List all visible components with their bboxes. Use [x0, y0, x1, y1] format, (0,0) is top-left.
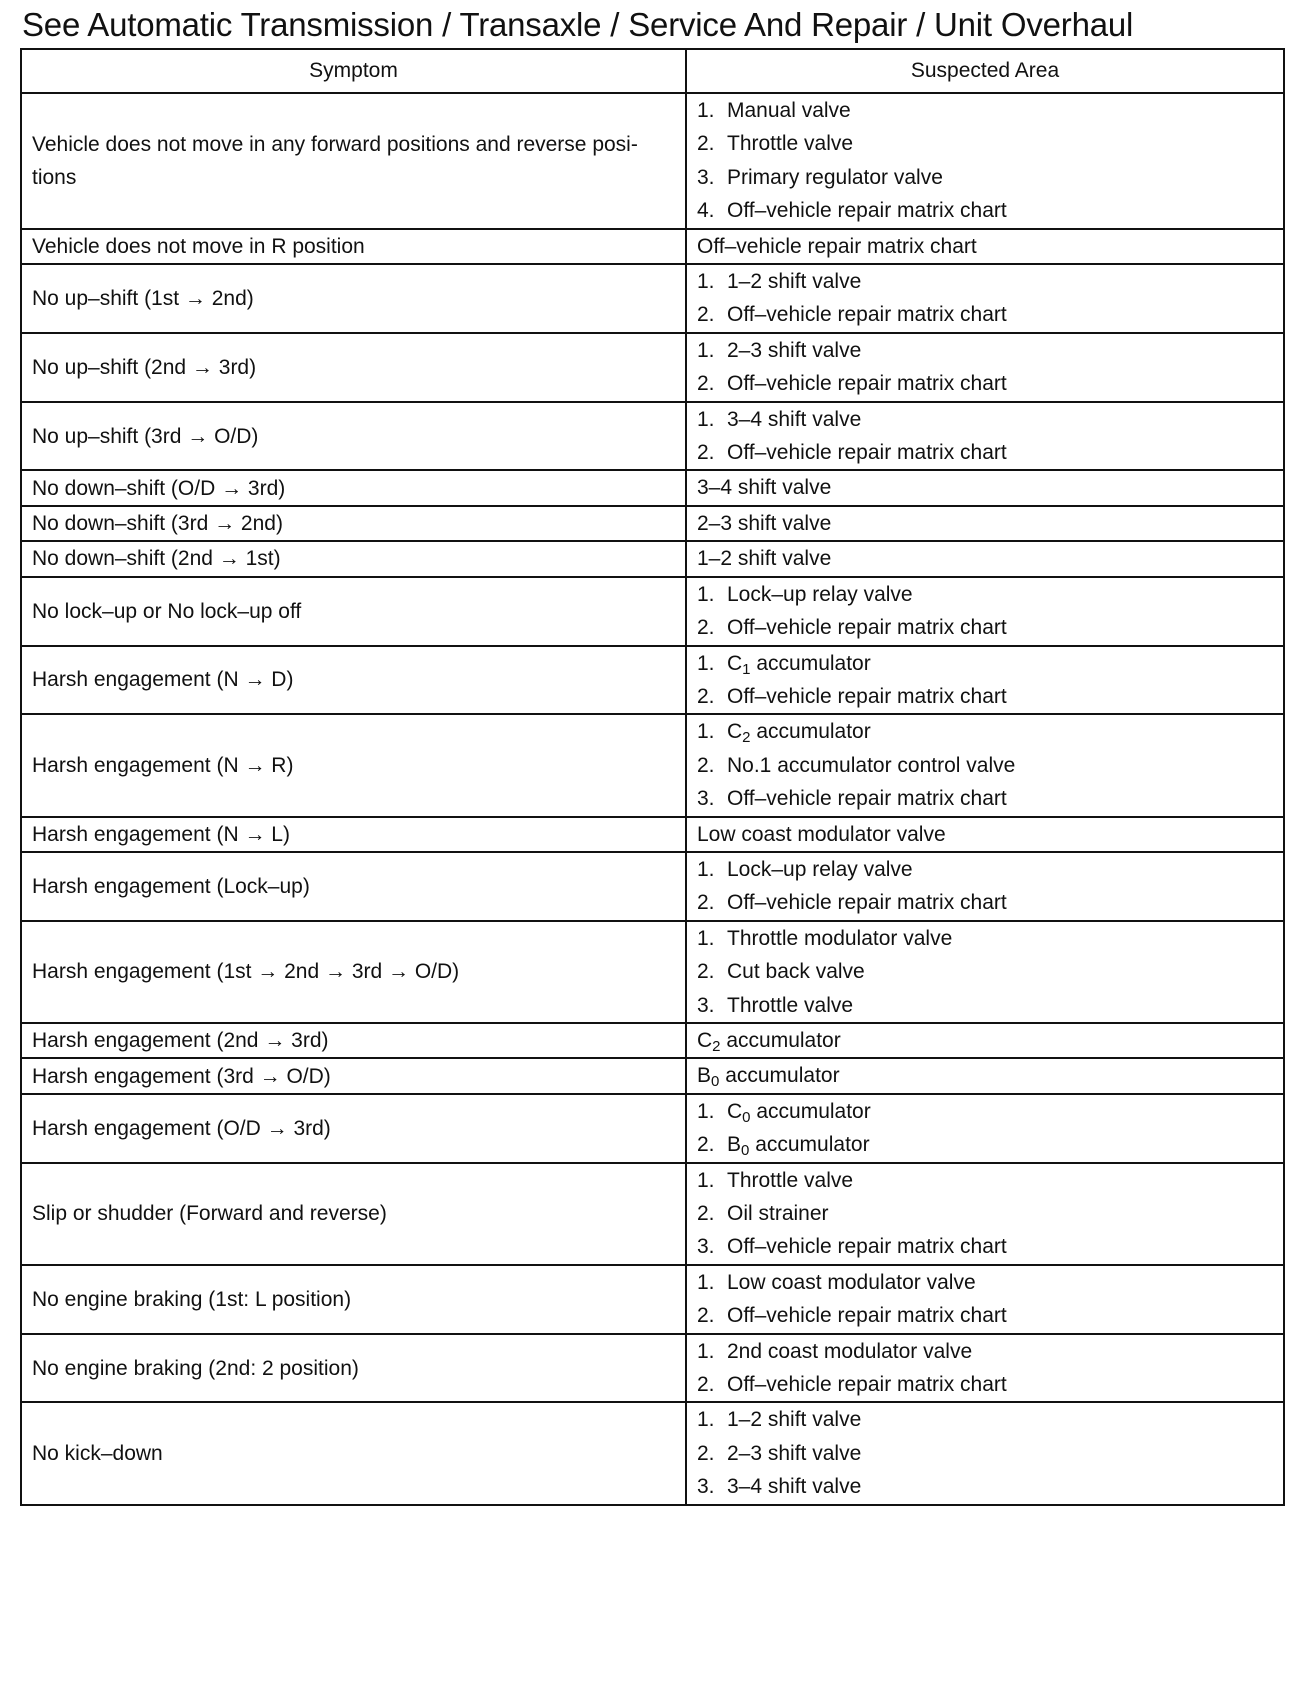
- symptom-cell: Harsh engagement (N → L): [21, 817, 686, 852]
- suspected-area-item: [697, 647, 1273, 680]
- suspected-area-cell: [686, 1163, 1284, 1265]
- item-number: 3.: [697, 165, 715, 189]
- table-row: [21, 1265, 1284, 1334]
- item-number: 1.: [697, 338, 715, 362]
- table-row: [21, 646, 1284, 715]
- item-number: 2.: [697, 1202, 715, 1225]
- table-row: [21, 333, 1284, 402]
- suspected-area-item: [697, 680, 1273, 713]
- item-number: 1.: [697, 1270, 715, 1294]
- table-row: [21, 506, 1284, 541]
- item-text: Off–vehicle repair matrix chart: [727, 199, 1007, 223]
- item-number: 1.: [697, 582, 715, 606]
- table-row: [21, 402, 1284, 471]
- table-row: [21, 470, 1284, 505]
- item-text: Low coast modulator valve: [697, 822, 946, 846]
- symptom-table: [20, 48, 1285, 1506]
- suspected-area-item: [697, 1470, 1273, 1503]
- suspected-area-item: [697, 194, 1273, 227]
- suspected-area-item: [697, 611, 1273, 644]
- item-text: Oil strainer: [727, 1202, 829, 1225]
- suspected-area-cell: [686, 541, 1284, 576]
- suspected-area-item: [697, 471, 1273, 504]
- item-text: Off–vehicle repair matrix chart: [727, 1235, 1007, 1259]
- item-number: 2.: [697, 753, 715, 777]
- suspected-area-cell: [686, 264, 1284, 333]
- table-header-row: [21, 49, 1284, 93]
- item-text: Throttle valve: [727, 993, 854, 1017]
- suspected-area-cell: [686, 93, 1284, 229]
- table-row: [21, 577, 1284, 646]
- item-number: 2.: [697, 891, 715, 915]
- suspected-area-item: [697, 1024, 1273, 1057]
- item-number: 1.: [697, 407, 715, 431]
- item-number: 1.: [697, 1408, 715, 1432]
- symptom-cell: Harsh engagement (N → D): [21, 646, 686, 715]
- item-number: 1.: [697, 651, 715, 675]
- suspected-area-item: [697, 886, 1273, 919]
- suspected-area-item: [697, 298, 1273, 331]
- symptom-cell: Harsh engagement (Lock–up): [21, 852, 686, 921]
- column-header-symptom: Symptom: [21, 49, 686, 93]
- suspected-area-item: [697, 367, 1273, 400]
- symptom-cell: No down–shift (O/D → 3rd): [21, 470, 686, 505]
- suspected-area-item: [697, 1095, 1273, 1128]
- suspected-area-item: [697, 265, 1273, 298]
- suspected-area-cell: [686, 1265, 1284, 1334]
- symptom-cell: Harsh engagement (N → R): [21, 714, 686, 816]
- item-text: Lock–up relay valve: [727, 582, 913, 606]
- table-row: [21, 714, 1284, 816]
- item-text: Off–vehicle repair matrix chart: [727, 616, 1007, 640]
- item-text: Off–vehicle repair matrix chart: [727, 684, 1007, 708]
- item-number: 1.: [697, 99, 715, 122]
- table-row: [21, 1094, 1284, 1163]
- item-number: 3.: [697, 1475, 715, 1499]
- suspected-area-item: [697, 507, 1273, 540]
- symptom-cell: No engine braking (1st: L position): [21, 1265, 686, 1334]
- symptom-cell: No down–shift (3rd → 2nd): [21, 506, 686, 541]
- suspected-area-item: [697, 436, 1273, 469]
- item-text: Off–vehicle repair matrix chart: [727, 1304, 1007, 1328]
- item-text: Manual valve: [727, 99, 851, 122]
- suspected-area-item: [697, 1128, 1273, 1161]
- item-text: 3–4 shift valve: [697, 476, 832, 500]
- suspected-area-item: [697, 1164, 1273, 1197]
- table-row: [21, 229, 1284, 264]
- suspected-area-item: [697, 1437, 1273, 1470]
- suspected-area-item: [697, 403, 1273, 436]
- item-text: 2nd coast modulator valve: [727, 1339, 973, 1363]
- item-number: 2.: [697, 132, 715, 156]
- item-text: $C_2$ accumulator: [697, 1028, 841, 1055]
- item-text: Off–vehicle repair matrix chart: [727, 372, 1007, 396]
- item-number: 2.: [697, 1304, 715, 1328]
- suspected-area-item: [697, 1266, 1273, 1299]
- suspected-area-item: [697, 1059, 1273, 1092]
- suspected-area-cell: [686, 577, 1284, 646]
- suspected-area-cell: [686, 1334, 1284, 1403]
- symptom-cell: No up–shift (3rd → O/D): [21, 402, 686, 471]
- table-row: [21, 1402, 1284, 1504]
- item-text: $B_0$ accumulator: [697, 1064, 840, 1091]
- item-text: Throttle valve: [727, 132, 854, 156]
- suspected-area-cell: [686, 1023, 1284, 1058]
- suspected-area-cell: [686, 506, 1284, 541]
- item-text: $C_0$ accumulator: [727, 1099, 871, 1126]
- suspected-area-cell: [686, 402, 1284, 471]
- item-text: 2–3 shift valve: [727, 338, 862, 362]
- column-header-suspected-area: Suspected Area: [686, 49, 1284, 93]
- suspected-area-cell: [686, 1058, 1284, 1093]
- item-text: 3–4 shift valve: [727, 1475, 862, 1499]
- symptom-cell: Harsh engagement (1st → 2nd → 3rd → O/D): [21, 921, 686, 1023]
- item-text: 1–2 shift valve: [727, 1408, 862, 1432]
- item-number: 2.: [697, 960, 715, 984]
- item-text: Off–vehicle repair matrix chart: [727, 303, 1007, 327]
- suspected-area-cell: [686, 470, 1284, 505]
- suspected-area-cell: [686, 646, 1284, 715]
- item-number: 1.: [697, 720, 715, 744]
- table-body: [21, 93, 1284, 1505]
- table-row: [21, 1058, 1284, 1093]
- suspected-area-item: [697, 955, 1273, 988]
- item-number: 3.: [697, 993, 715, 1017]
- item-number: 2.: [697, 372, 715, 396]
- item-text: Low coast modulator valve: [727, 1270, 976, 1294]
- item-text: 1–2 shift valve: [697, 547, 832, 571]
- suspected-area-item: [697, 161, 1273, 194]
- symptom-cell: No up–shift (2nd → 3rd): [21, 333, 686, 402]
- item-number: 1.: [697, 1168, 715, 1192]
- suspected-area-item: [697, 818, 1273, 851]
- suspected-area-item: [697, 853, 1273, 886]
- item-text: $C_2$ accumulator: [727, 720, 871, 747]
- suspected-area-item: [697, 230, 1273, 263]
- table-row: [21, 1023, 1284, 1058]
- table-row: [21, 1334, 1284, 1403]
- suspected-area-cell: [686, 333, 1284, 402]
- suspected-area-item: [697, 1230, 1273, 1263]
- item-text: 2–3 shift valve: [727, 1441, 862, 1465]
- table-row: [21, 817, 1284, 852]
- suspected-area-item: [697, 1368, 1273, 1401]
- suspected-area-item: [697, 1403, 1273, 1436]
- symptom-cell: Harsh engagement (3rd → O/D): [21, 1058, 686, 1093]
- table-row: [21, 921, 1284, 1023]
- page-title: See Automatic Transmission / Transaxle / Service And Repair / Unit Overhaul: [22, 6, 1134, 43]
- item-number: 1.: [697, 1099, 715, 1123]
- item-number: 2.: [697, 1373, 715, 1397]
- suspected-area-item: [697, 1299, 1273, 1332]
- item-number: 1.: [697, 1339, 715, 1363]
- suspected-area-item: [697, 989, 1273, 1022]
- suspected-area-item: [697, 715, 1273, 748]
- item-number: 2.: [697, 616, 715, 640]
- item-number: 2.: [697, 441, 715, 465]
- symptom-cell: No kick–down: [21, 1402, 686, 1504]
- symptom-cell: No lock–up or No lock–up off: [21, 577, 686, 646]
- table-row: [21, 93, 1284, 229]
- item-text: Off–vehicle repair matrix chart: [697, 234, 977, 258]
- symptom-cell: No engine braking (2nd: 2 position): [21, 1334, 686, 1403]
- suspected-area-item: [697, 127, 1273, 160]
- symptom-cell: Slip or shudder (Forward and reverse): [21, 1163, 686, 1265]
- suspected-area-item: [697, 542, 1273, 575]
- suspected-area-item: [697, 334, 1273, 367]
- suspected-area-item: [697, 94, 1273, 127]
- table-row: [21, 1163, 1284, 1265]
- item-number: 3.: [697, 1235, 715, 1259]
- symptom-cell: Harsh engagement (O/D → 3rd): [21, 1094, 686, 1163]
- item-text: 1–2 shift valve: [727, 270, 862, 294]
- symptom-cell: Vehicle does not move in any forward positions and reverse posi- tions: [21, 93, 686, 229]
- item-text: No.1 accumulator control valve: [727, 753, 1016, 777]
- item-number: 4.: [697, 199, 715, 223]
- item-number: 1.: [697, 926, 715, 950]
- item-text: 3–4 shift valve: [727, 407, 862, 431]
- suspected-area-cell: [686, 714, 1284, 816]
- item-number: 1.: [697, 270, 715, 294]
- item-text: Off–vehicle repair matrix chart: [727, 441, 1007, 465]
- item-text: $C_1$ accumulator: [727, 651, 871, 678]
- table-row: [21, 541, 1284, 576]
- suspected-area-item: [697, 578, 1273, 611]
- suspected-area-item: [697, 1335, 1273, 1368]
- item-text: Cut back valve: [727, 960, 865, 984]
- item-text: Lock–up relay valve: [727, 857, 913, 881]
- suspected-area-cell: [686, 921, 1284, 1023]
- symptom-cell: Vehicle does not move in R position: [21, 229, 686, 264]
- item-number: 2.: [697, 1441, 715, 1465]
- item-number: 2.: [697, 1133, 715, 1157]
- item-text: $B_0$ accumulator: [727, 1133, 870, 1160]
- item-text: Throttle modulator valve: [727, 926, 953, 950]
- suspected-area-cell: [686, 817, 1284, 852]
- item-number: 2.: [697, 684, 715, 708]
- item-number: 3.: [697, 787, 715, 811]
- item-text: Off–vehicle repair matrix chart: [727, 1373, 1007, 1397]
- suspected-area-item: [697, 922, 1273, 955]
- symptom-cell: No down–shift (2nd → 1st): [21, 541, 686, 576]
- item-text: Throttle valve: [727, 1168, 854, 1192]
- suspected-area-cell: [686, 229, 1284, 264]
- suspected-area-item: [697, 782, 1273, 815]
- symptom-cell: Harsh engagement (2nd → 3rd): [21, 1023, 686, 1058]
- table-row: [21, 852, 1284, 921]
- suspected-area-cell: [686, 852, 1284, 921]
- suspected-area-item: [697, 1197, 1273, 1230]
- symptom-cell: No up–shift (1st → 2nd): [21, 264, 686, 333]
- item-number: 1.: [697, 857, 715, 881]
- item-text: 2–3 shift valve: [697, 511, 832, 535]
- suspected-area-cell: [686, 1094, 1284, 1163]
- item-text: Off–vehicle repair matrix chart: [727, 787, 1007, 811]
- suspected-area-cell: [686, 1402, 1284, 1504]
- item-number: 2.: [697, 303, 715, 327]
- item-text: Off–vehicle repair matrix chart: [727, 891, 1007, 915]
- table-row: [21, 264, 1284, 333]
- item-text: Primary regulator valve: [727, 165, 943, 189]
- suspected-area-item: [697, 749, 1273, 782]
